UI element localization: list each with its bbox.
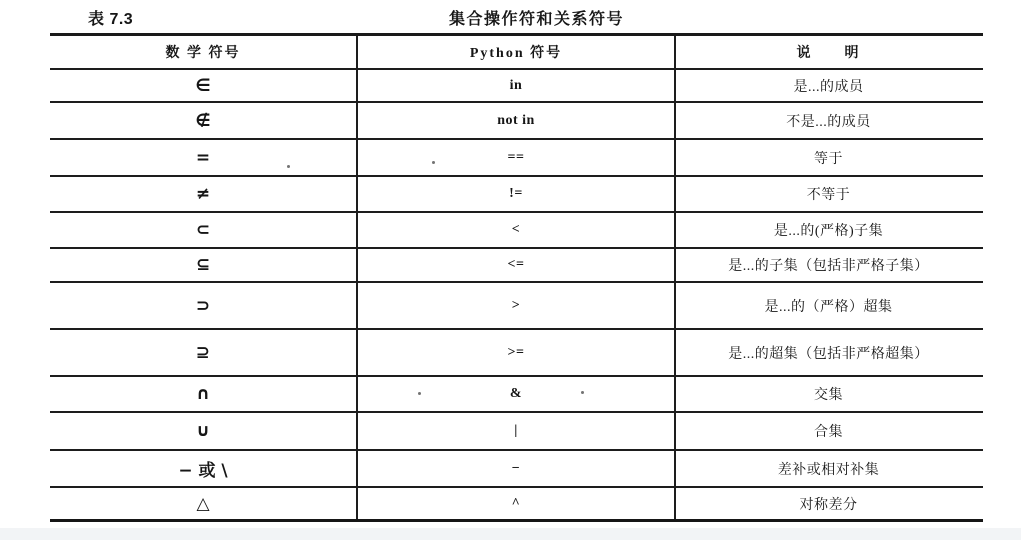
table-number: 表 7.3	[88, 11, 134, 28]
description: 对称差分	[799, 497, 858, 513]
description: 差补或相对补集	[777, 462, 880, 478]
table-row	[50, 451, 983, 488]
table-row	[50, 249, 983, 283]
table-header-row	[50, 36, 983, 70]
math-symbol: ⊆	[50, 249, 358, 281]
math-symbol: ∈	[50, 70, 358, 101]
math-symbol: ∩	[50, 377, 358, 411]
math-symbol: △	[50, 488, 358, 519]
python-symbol: <	[358, 213, 676, 247]
scan-speck	[287, 165, 290, 168]
python-symbol: ==	[358, 140, 676, 175]
column-header-python: Python 符号	[358, 36, 676, 68]
description: 不是...的成员	[786, 114, 871, 130]
table-row	[50, 283, 983, 330]
python-symbol: not in	[358, 103, 676, 138]
python-symbol: ^	[358, 488, 676, 519]
python-symbol: >	[358, 283, 676, 328]
python-symbol: in	[358, 70, 676, 101]
python-symbol: &	[358, 377, 676, 411]
description: 是...的成员	[793, 79, 864, 95]
scan-speck	[581, 391, 584, 394]
python-symbol: |	[358, 413, 676, 449]
math-symbol: ≠	[50, 177, 358, 211]
description: 不等于	[806, 188, 851, 203]
math-symbol: ⊂	[50, 213, 358, 247]
table-row	[50, 213, 983, 249]
table-caption: 集合操作符和关系符号	[448, 11, 624, 28]
column-header-math: 数 学 符号	[50, 36, 358, 68]
table-row	[50, 413, 983, 451]
table-row	[50, 330, 983, 377]
math-symbol: ⊇	[50, 330, 358, 375]
table-row	[50, 140, 983, 177]
table-row	[50, 103, 983, 140]
description: 是...的（严格）超集	[764, 299, 893, 315]
scan-edge-strip	[0, 528, 1021, 540]
description: 是...的超集（包括非严格超集）	[728, 346, 929, 362]
description: 交集	[814, 388, 843, 403]
math-symbol: ⊃	[50, 283, 358, 328]
column-header-description: 说 明	[796, 46, 861, 61]
math-symbol: − 或 \	[50, 451, 358, 486]
math-symbol: ∉	[50, 103, 358, 138]
table-row	[50, 70, 983, 103]
table-row	[50, 377, 983, 413]
table-row	[50, 177, 983, 213]
scan-speck	[432, 161, 435, 164]
description: 等于	[814, 151, 843, 167]
description: 合集	[814, 425, 843, 440]
description: 是...的子集（包括非严格子集）	[728, 259, 929, 274]
python-symbol: <=	[358, 249, 676, 281]
math-symbol: =	[50, 140, 358, 175]
python-symbol: −	[358, 451, 676, 486]
python-symbol: >=	[358, 330, 676, 375]
math-symbol: ∪	[50, 413, 358, 449]
description: 是...的(严格)子集	[773, 224, 884, 239]
table-row	[50, 488, 983, 522]
python-symbol: !=	[358, 177, 676, 211]
set-operators-table	[50, 33, 983, 522]
scan-speck	[418, 392, 421, 395]
